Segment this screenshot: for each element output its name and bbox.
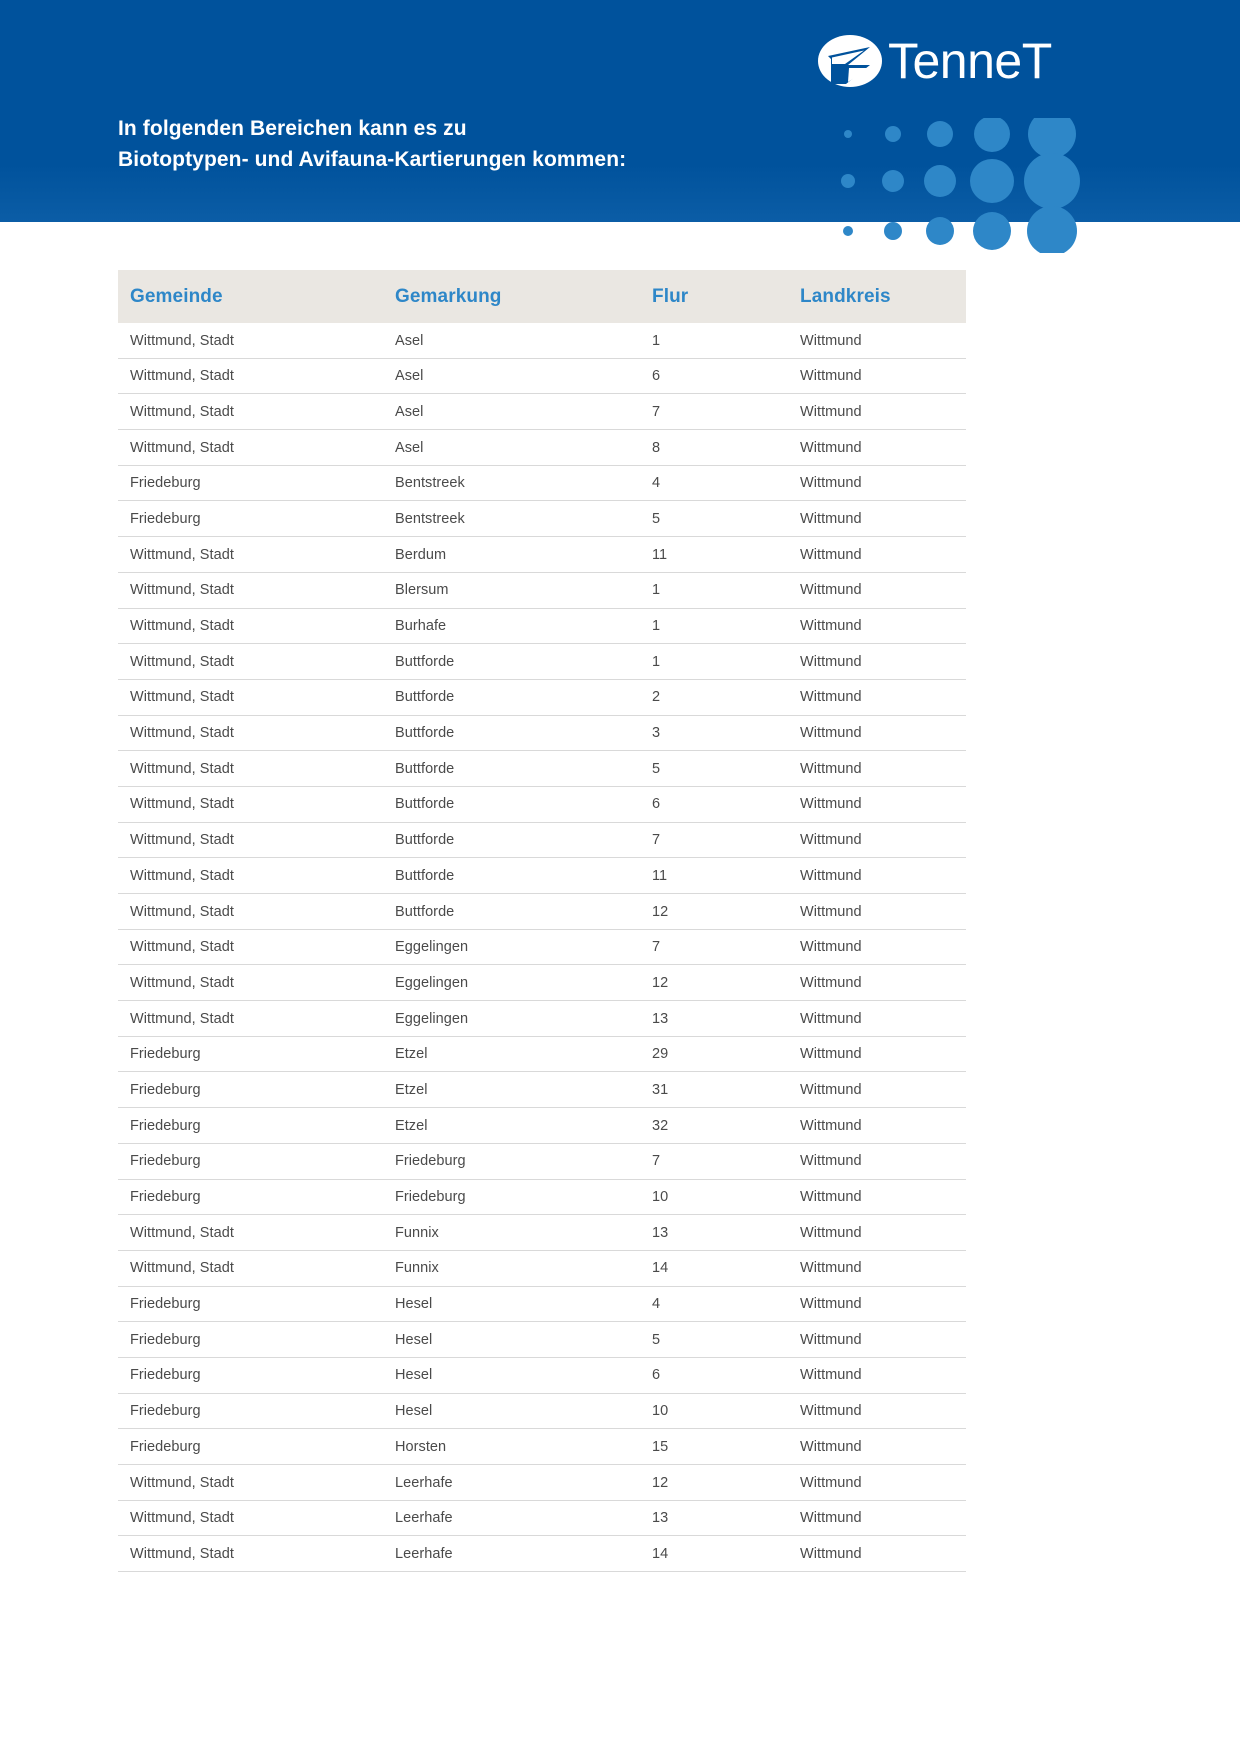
table-cell: Eggelingen (395, 929, 652, 965)
table-row (118, 1322, 966, 1358)
table-cell: Hesel (395, 1322, 652, 1358)
table-cell: Wittmund (800, 715, 966, 751)
table-cell: Wittmund (800, 1286, 966, 1322)
table-cell: Hesel (395, 1286, 652, 1322)
table-cell: Wittmund, Stadt (118, 394, 395, 430)
table-row (118, 644, 966, 680)
table-cell: 13 (652, 1001, 800, 1037)
table-cell: 29 (652, 1036, 800, 1072)
table-row (118, 1001, 966, 1037)
table-cell: Leerhafe (395, 1465, 652, 1501)
table-cell: Wittmund, Stadt (118, 537, 395, 573)
table-cell: Wittmund, Stadt (118, 858, 395, 894)
table-cell: Friedeburg (118, 1036, 395, 1072)
table-cell: Wittmund (800, 1108, 966, 1144)
table-cell: Wittmund, Stadt (118, 822, 395, 858)
table-cell: Wittmund (800, 858, 966, 894)
table-row (118, 1179, 966, 1215)
table-cell: 3 (652, 715, 800, 751)
table-cell: 32 (652, 1108, 800, 1144)
table-cell: Wittmund (800, 1036, 966, 1072)
table-row (118, 786, 966, 822)
table-row (118, 1250, 966, 1286)
table-cell: Wittmund, Stadt (118, 644, 395, 680)
table-cell: 1 (652, 608, 800, 644)
table-header-row (118, 270, 966, 323)
table-cell: Buttforde (395, 786, 652, 822)
table-cell: Wittmund, Stadt (118, 430, 395, 466)
table-cell: Wittmund (800, 1393, 966, 1429)
table-cell: 7 (652, 822, 800, 858)
table-row (118, 1286, 966, 1322)
table-cell: Wittmund, Stadt (118, 894, 395, 930)
table-row (118, 465, 966, 501)
column-header-gemarkung: Gemarkung (395, 270, 652, 323)
tennet-wordmark: TenneT (888, 33, 1052, 89)
table-cell: Friedeburg (118, 1072, 395, 1108)
table-cell: Wittmund, Stadt (118, 1250, 395, 1286)
table-cell: Wittmund (800, 751, 966, 787)
table-cell: Wittmund (800, 537, 966, 573)
table-cell: 6 (652, 358, 800, 394)
table-cell: Wittmund (800, 1500, 966, 1536)
table-cell: 4 (652, 465, 800, 501)
table-cell: 5 (652, 1322, 800, 1358)
areas-table (118, 270, 966, 1572)
table-cell: Wittmund, Stadt (118, 323, 395, 358)
table-row (118, 1072, 966, 1108)
table-cell: 6 (652, 1357, 800, 1393)
table-cell: Buttforde (395, 751, 652, 787)
table-cell: Asel (395, 358, 652, 394)
table-cell: Wittmund, Stadt (118, 786, 395, 822)
tennet-logo-mark-icon (818, 34, 882, 88)
table-cell: Eggelingen (395, 965, 652, 1001)
column-header-flur: Flur (652, 270, 800, 323)
table-cell: Etzel (395, 1072, 652, 1108)
table-cell: 5 (652, 501, 800, 537)
table-cell: Buttforde (395, 715, 652, 751)
table-cell: Bentstreek (395, 501, 652, 537)
table-cell: Etzel (395, 1036, 652, 1072)
table-cell: 31 (652, 1072, 800, 1108)
table-cell: Wittmund (800, 965, 966, 1001)
table-cell: 6 (652, 786, 800, 822)
table-cell: Wittmund (800, 465, 966, 501)
table-cell: Buttforde (395, 644, 652, 680)
table-cell: Friedeburg (118, 1286, 395, 1322)
table-cell: Friedeburg (118, 501, 395, 537)
table-row (118, 537, 966, 573)
table-cell: Wittmund (800, 786, 966, 822)
table-cell: Wittmund, Stadt (118, 1465, 395, 1501)
table-cell: Wittmund (800, 1143, 966, 1179)
table-cell: Buttforde (395, 679, 652, 715)
table-cell: Wittmund (800, 394, 966, 430)
table-cell: Berdum (395, 537, 652, 573)
table-cell: 14 (652, 1250, 800, 1286)
table-row (118, 501, 966, 537)
table-row (118, 1536, 966, 1572)
table-row (118, 929, 966, 965)
table-cell: Friedeburg (118, 1143, 395, 1179)
table-cell: 1 (652, 572, 800, 608)
table-cell: Wittmund (800, 1072, 966, 1108)
table-cell: Wittmund (800, 1429, 966, 1465)
table-cell: Friedeburg (118, 1179, 395, 1215)
table-cell: Wittmund (800, 1322, 966, 1358)
table-row (118, 1393, 966, 1429)
table-cell: Wittmund, Stadt (118, 608, 395, 644)
table-cell: Wittmund (800, 501, 966, 537)
table-cell: 14 (652, 1536, 800, 1572)
table-cell: Bentstreek (395, 465, 652, 501)
table-cell: 10 (652, 1179, 800, 1215)
table-cell: 11 (652, 537, 800, 573)
table-cell: 4 (652, 1286, 800, 1322)
table-cell: Funnix (395, 1215, 652, 1251)
table-cell: Wittmund, Stadt (118, 965, 395, 1001)
table-row (118, 1429, 966, 1465)
table-cell: Wittmund, Stadt (118, 679, 395, 715)
table-cell: Wittmund (800, 572, 966, 608)
table-cell: 8 (652, 430, 800, 466)
table-cell: Buttforde (395, 822, 652, 858)
table-cell: 5 (652, 751, 800, 787)
table-cell: Horsten (395, 1429, 652, 1465)
table-row (118, 430, 966, 466)
page-title-line-1: In folgenden Bereichen kann es zu (118, 117, 467, 140)
table-row (118, 323, 966, 358)
column-header-landkreis: Landkreis (800, 270, 966, 323)
table-cell: Wittmund, Stadt (118, 751, 395, 787)
table-cell: Wittmund, Stadt (118, 1536, 395, 1572)
table-cell: Friedeburg (395, 1143, 652, 1179)
table-row (118, 858, 966, 894)
table-row (118, 1215, 966, 1251)
table-row (118, 358, 966, 394)
header-banner (0, 0, 1240, 222)
table-cell: Wittmund, Stadt (118, 358, 395, 394)
areas-table-container (118, 270, 954, 1572)
table-cell: Friedeburg (395, 1179, 652, 1215)
table-cell: Wittmund (800, 894, 966, 930)
table-cell: Buttforde (395, 894, 652, 930)
table-cell: 13 (652, 1500, 800, 1536)
table-cell: Wittmund (800, 929, 966, 965)
table-cell: Wittmund (800, 430, 966, 466)
table-row (118, 894, 966, 930)
table-cell: Wittmund (800, 644, 966, 680)
page-title-line-2: Biotoptypen- und Avifauna-Kartierungen kommen: (118, 148, 627, 171)
table-cell: Wittmund (800, 822, 966, 858)
table-cell: Wittmund (800, 1536, 966, 1572)
table-cell: Wittmund (800, 1215, 966, 1251)
table-cell: 13 (652, 1215, 800, 1251)
table-cell: Wittmund, Stadt (118, 1500, 395, 1536)
table-cell: 15 (652, 1429, 800, 1465)
table-cell: 12 (652, 1465, 800, 1501)
table-cell: Blersum (395, 572, 652, 608)
table-cell: Wittmund (800, 1179, 966, 1215)
table-cell: Hesel (395, 1393, 652, 1429)
table-row (118, 715, 966, 751)
table-cell: Friedeburg (118, 465, 395, 501)
table-cell: 7 (652, 1143, 800, 1179)
table-cell: Wittmund (800, 1465, 966, 1501)
table-cell: Friedeburg (118, 1393, 395, 1429)
table-cell: Wittmund, Stadt (118, 715, 395, 751)
decorative-dot-grid (830, 118, 1090, 253)
table-row (118, 608, 966, 644)
table-row (118, 1500, 966, 1536)
table-cell: Burhafe (395, 608, 652, 644)
table-cell: Leerhafe (395, 1500, 652, 1536)
table-cell: Wittmund, Stadt (118, 1001, 395, 1037)
table-cell: Asel (395, 430, 652, 466)
table-cell: Friedeburg (118, 1357, 395, 1393)
table-cell: Wittmund (800, 358, 966, 394)
table-cell: Wittmund, Stadt (118, 1215, 395, 1251)
table-cell: 2 (652, 679, 800, 715)
table-header (118, 270, 966, 323)
table-cell: Friedeburg (118, 1108, 395, 1144)
table-cell: Wittmund, Stadt (118, 929, 395, 965)
table-cell: 7 (652, 929, 800, 965)
table-row (118, 679, 966, 715)
tennet-logo (818, 33, 1074, 89)
table-row (118, 1108, 966, 1144)
table-row (118, 751, 966, 787)
table-row (118, 394, 966, 430)
page-title (118, 113, 758, 175)
table-cell: Friedeburg (118, 1429, 395, 1465)
table-cell: Wittmund, Stadt (118, 572, 395, 608)
table-cell: 12 (652, 894, 800, 930)
table-cell: Wittmund (800, 679, 966, 715)
table-cell: 11 (652, 858, 800, 894)
table-cell: Leerhafe (395, 1536, 652, 1572)
table-cell: Asel (395, 323, 652, 358)
table-cell: 1 (652, 323, 800, 358)
table-row (118, 822, 966, 858)
table-cell: 12 (652, 965, 800, 1001)
table-cell: Asel (395, 394, 652, 430)
table-row (118, 1357, 966, 1393)
table-row (118, 572, 966, 608)
table-row (118, 1036, 966, 1072)
table-cell: 10 (652, 1393, 800, 1429)
table-cell: Hesel (395, 1357, 652, 1393)
table-cell: Friedeburg (118, 1322, 395, 1358)
table-row (118, 1465, 966, 1501)
table-cell: Wittmund (800, 323, 966, 358)
table-cell: Buttforde (395, 858, 652, 894)
table-cell: Wittmund (800, 1001, 966, 1037)
table-cell: Wittmund (800, 608, 966, 644)
table-cell: Eggelingen (395, 1001, 652, 1037)
table-cell: 1 (652, 644, 800, 680)
table-cell: Wittmund (800, 1250, 966, 1286)
table-cell: 7 (652, 394, 800, 430)
table-row (118, 965, 966, 1001)
table-cell: Funnix (395, 1250, 652, 1286)
table-row (118, 1143, 966, 1179)
table-body (118, 323, 966, 1572)
table-cell: Etzel (395, 1108, 652, 1144)
table-cell: Wittmund (800, 1357, 966, 1393)
column-header-gemeinde: Gemeinde (118, 270, 395, 323)
